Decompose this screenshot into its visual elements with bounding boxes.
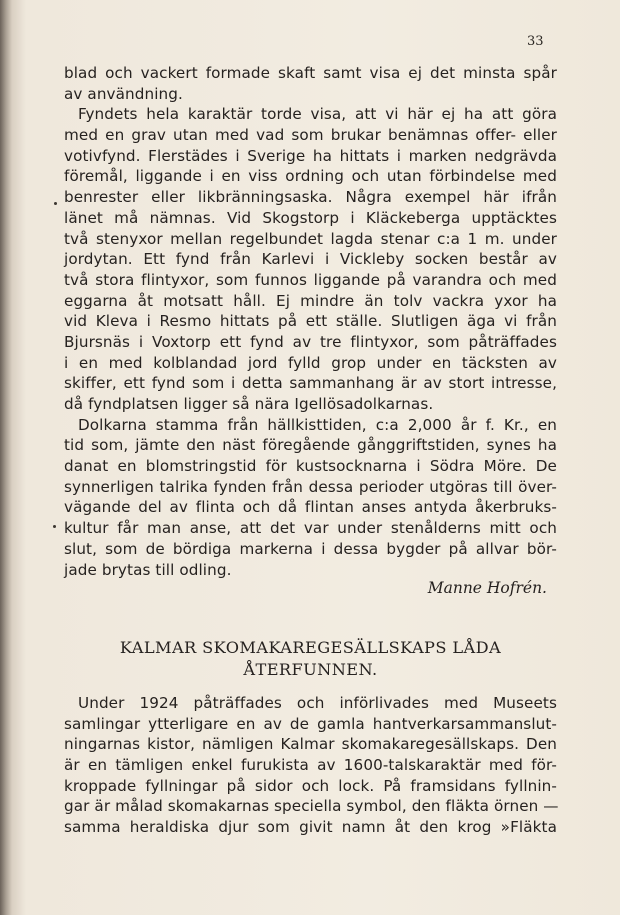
text-line: vid Kleva i Resmo hittats på ett ställe. Slutligen äga vi från (64, 312, 557, 331)
text-line: Bjursnäs i Voxtorp ett fynd av tre flintyxor, som påträffades (64, 332, 557, 351)
text-line: danat en blomstringstid för kustsocknarna i Södra Möre. De (64, 457, 557, 476)
text-line: samlingar ytterligare en av de gamla hantverkarsammanslut- (64, 714, 557, 733)
text-line: Dolkarna stamma från hällkisttiden, c:a 2,000 år f. Kr., en (78, 415, 557, 434)
margin-dot-mark (53, 525, 56, 528)
article-2-body (64, 693, 557, 838)
text-line: Fyndets hela karaktär torde visa, att vi här ej ha att göra (78, 105, 557, 124)
text-line: med en grav utan med vad som brukar benämnas offer- eller (64, 126, 557, 145)
text-line: jade brytas till odling. (64, 560, 232, 579)
article-1-body (64, 63, 557, 580)
text-line: två stenyxor mellan regelbundet lagda stenar c:a 1 m. under (64, 229, 557, 248)
text-line: i en med kolblandad jord fylld grop under en täcksten av (64, 353, 557, 372)
text-line: blad och vackert formade skaft samt visa ej det minsta spår (64, 64, 557, 82)
text-line: föremål, liggande i en viss ordning och utan förbindelse med (64, 167, 557, 186)
text-line: kultur får man anse, att det var under stenålderns mitt och (64, 519, 557, 538)
article-2-title-line-2: ÅTERFUNNEN. (243, 660, 378, 679)
text-line: synnerligen talrika fynden från dessa perioder utgöras till över- (64, 477, 557, 496)
text-line: slut, som de bördiga markerna i dessa bygder på allvar bör- (64, 539, 557, 558)
text-line: kroppade fyllningar på sidor och lock. På framsidans fyllnin- (64, 776, 557, 795)
author-signature: Manne Hofrén. (427, 579, 547, 597)
text-line: då fyndplatsen ligger så nära Igellösadolkarnas. (64, 395, 434, 413)
text-line: vägande del av flinta och då flintan anses antyda åkerbruks- (64, 498, 557, 517)
text-line: gar är målad skomakarnas speciella symbol, den fläkta örnen — (64, 797, 559, 816)
text-line: eggarna åt motsatt håll. Ej mindre än tolv vackra yxor ha (64, 291, 557, 310)
margin-dot-mark (54, 202, 57, 205)
text-line: skiffer, ett fynd som i detta sammanhang är av stort intresse, (64, 374, 557, 393)
text-line: benrester eller likbränningsaska. Några exempel här ifrån (64, 188, 557, 207)
text-line: tid som, jämte den näst föregående gånggriftstiden, synes ha (64, 436, 557, 455)
text-line: votivfynd. Flerstädes i Sverige ha hittats i marken nedgrävda (64, 146, 557, 165)
text-line: av användning. (64, 84, 183, 103)
text-line: jordytan. Ett fynd från Karlevi i Vickleby socken består av (64, 250, 557, 269)
text-line: är en tämligen enkel furukista av 1600-talskaraktär med för- (64, 756, 557, 775)
text-line: samma heraldiska djur som givit namn åt den krog »Fläkta (64, 818, 557, 837)
text-line: ningarnas kistor, nämligen Kalmar skomakaregesällskaps. Den (64, 735, 557, 754)
article-2-title-line-1: KALMAR SKOMAKAREGESÄLLSKAPS LÅDA (119, 638, 502, 657)
text-line: länet må nämnas. Vid Skogstorp i Kläckeberga upptäcktes (64, 208, 557, 227)
text-line: Under 1924 påträffades och införlivades med Museets (78, 694, 557, 712)
text-line: två stora flintyxor, som funnos liggande på varandra och med (64, 270, 557, 289)
page-number: 33 (527, 34, 544, 49)
